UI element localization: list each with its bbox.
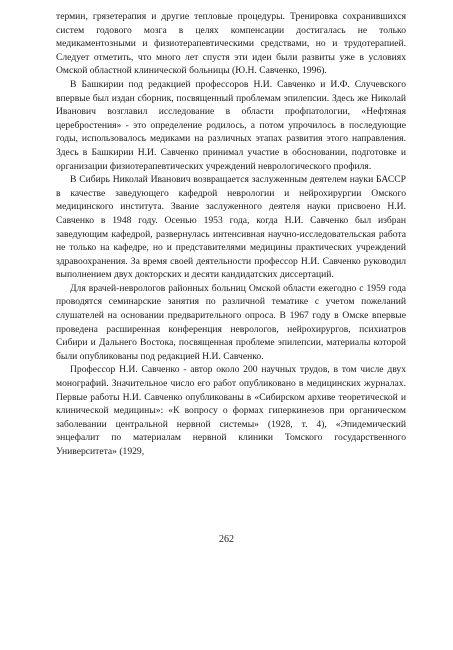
paragraph-4: Для врачей-неврологов районных больниц Омской области ежегодно с 1959 года проводятся семинарские занятия по различной тематике с учетом пожеланий слушателей на основании предварительного опроса. В 1967 году в Омске впервые проведена расширенная конференция неврологов, нейрохирургов, психиатров Сибири и Дальнего Востока, посвященная проблеме эпилепсии, материалы которой были опубликованы под редакцией Н.И. Савченко.: [56, 282, 406, 362]
paragraph-3: В Сибирь Николай Иванович возвращается заслуженным деятелем науки БАССР в качестве заведующего кафедрой неврологии и нейрохирургии Омского медицинского института. Звание заслуженного деятеля науки присвоено Н.И. Савченко в 1948 году. Осенью 1953 года, когда Н.И. Савченко был избран заведующим кафедрой, развернулась интенсивная научно-исследовательская работа не только на кафедре, но и представителями медицины практических учреждений здравоохранения. За время своей деятельности профессор Н.И. Савченко руководил выполнением двух докторских и десяти кандидатских диссертаций.: [56, 174, 406, 281]
paragraph-1: термин, грязетерапия и другие тепловые процедуры. Тренировка сохранившихся систем годового мозга в целях компенсации достигалась не только медикаментозными и физиотерапевтическими средствами, но и трудотерапией. Следует отметить, что много лет спустя эти идеи были развиты уже в условиях Омской областной клинической больницы (Ю.Н. Савченко, 1996).: [56, 11, 406, 77]
page-number: 262: [219, 534, 234, 545]
paragraph-5: Профессор Н.И. Савченко - автор около 200 научных трудов, в том числе двух монографий. Значительное число его работ опубликовано в медицинских журналах. Первые работы Н.И. Савченко опубликованы в «Сибирском архиве теоретической и клинической медицины»: «К вопросу о формах гиперкинезов при органическом заболевании центральной нервной системы» (1928, т. 4), «Эпидемический энцефалит по материалам нервной клиники Томского государственного Университета» (1929,: [56, 364, 406, 457]
paragraph-2: В Башкирии под редакцией профессоров Н.И. Савченко и И.Ф. Случевского впервые был издан сборник, посвященный проблемам эпилепсии. Здесь же Николай Иванович возглавил исследование в области профпатологии, «Нефтяная церебростения» - это определение родилось, а потом упрочилось в последующие годы, использовалось медиками на различных этапах развития этого направления. Здесь в Башкирии Н.И. Савченко принимал участие в обосновании, подготовке и организации физиотерапевтических учреждений неврологического профиля.: [56, 78, 406, 172]
document-page: [56, 10, 406, 459]
